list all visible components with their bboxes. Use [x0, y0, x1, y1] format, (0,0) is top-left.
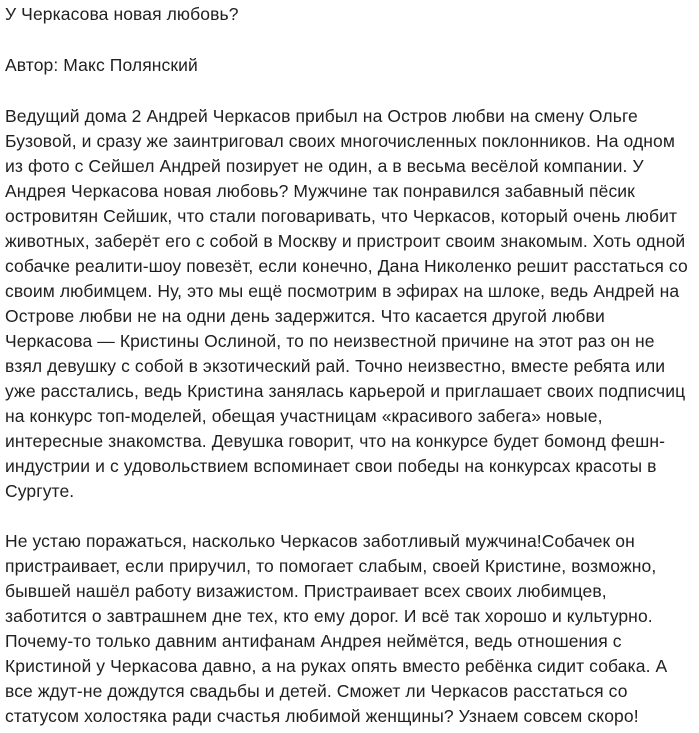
article-title: У Черкасова новая любовь?	[5, 4, 239, 24]
article-author: Автор: Макс Полянский	[5, 55, 198, 75]
article-paragraph-1: Ведущий дома 2 Андрей Черкасов прибыл на Остров любви на смену Ольге Бузовой, и сразу же заинтриговал своих многочисленных поклонников. На одном из фото с Сейшел Андрей позирует не один, а в весьма весёлой компании. У Андрея Черкасова новая любовь? Мужчине так понравился забавный пёсик островитян Сейшик, что стали поговаривать, что Черкасов, который очень любит животных, заберёт его с собой в Москву и пристроит своим знакомым. Хоть одной собачке реалити-шоу повезёт, если конечно, Дана Николенко решит расстаться со своим любимцем. Ну, это мы ещё посмотрим в эфирах на шлоке, ведь Андрей на Острове любви не на одни день задержится. Что касается другой любви Черкасова — Кристины Ослиной, то по неизвестной причине на этот раз он не взял девушку с собой в экзотический рай. Точно неизвестно, вместе ребята или уже расстались, ведь Кристина занялась карьерой и приглашает своих подписчиц на конкурс топ-моделей, обещая участницам «красивого забега» новые, интересные знакомства. Девушка говорит, что на конкурсе будет бомонд фешн-индустрии и с удовольствием вспоминает свои победы на конкурсах красоты в Сургуте.	[5, 106, 688, 501]
article-paragraph-2: Не устаю поражаться, насколько Черкасов заботливый мужчина!Собачек он пристраивает, если приручил, то помогает слабым, своей Кристине, возможно, бывшей нашёл работу визажистом. Пристраивает всех своих любимцев, заботится о завтрашнем дне тех, кто ему дорог. И всё так хорошо и культурно. Почему-то только давним антифанам Андрея неймётся, ведь отношения с Кристиной у Черкасова давно, а на руках опять вместо ребёнка сидит собака. А все ждут-не дождутся свадьбы и детей. Сможет ли Черкасов расстаться со статусом холостяка ради счастья любимой женщины? Узнаем совсем скоро!	[5, 531, 668, 726]
